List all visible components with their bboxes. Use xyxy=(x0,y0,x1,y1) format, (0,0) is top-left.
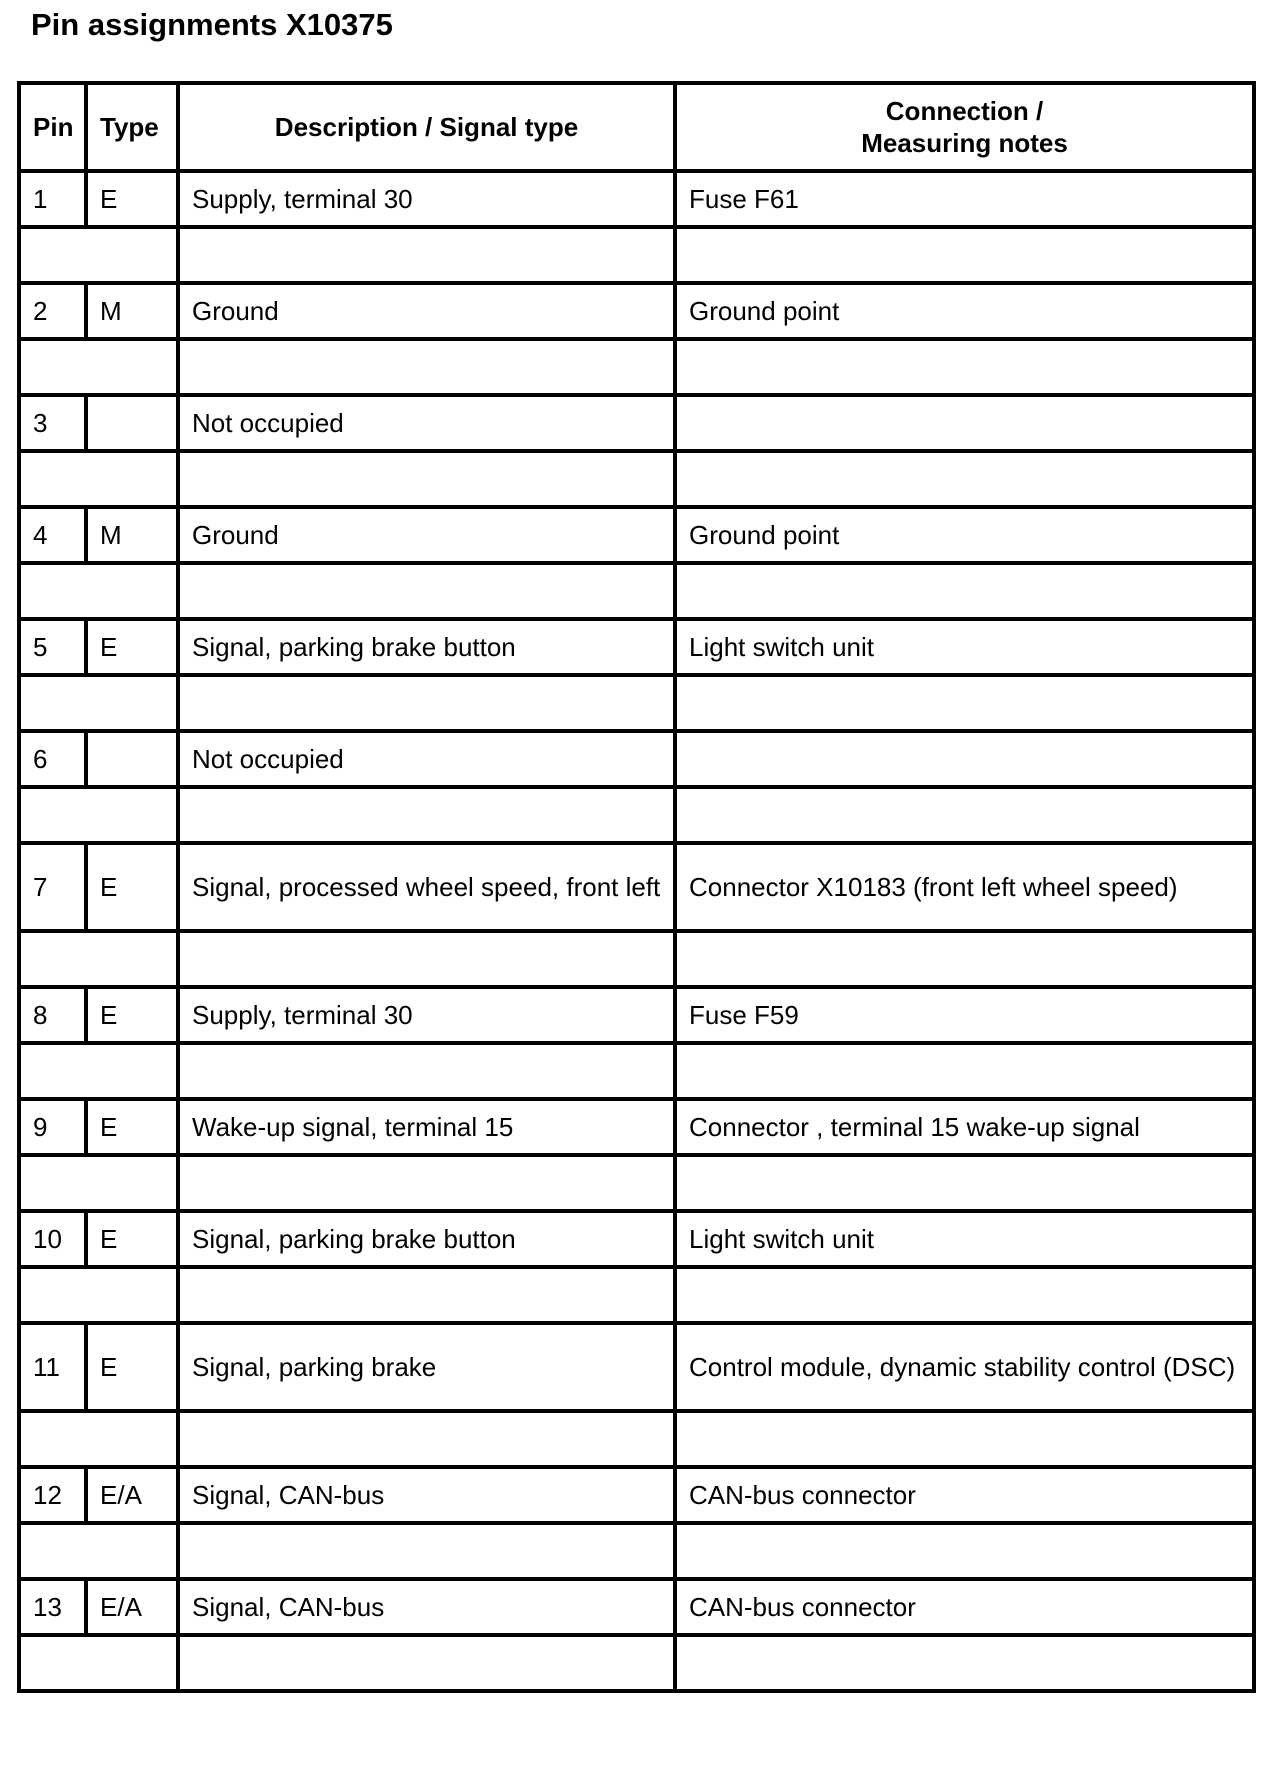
cell-type: M xyxy=(86,507,178,563)
table-row xyxy=(19,1099,1254,1155)
cell-description: Signal, CAN-bus xyxy=(178,1579,675,1635)
table-row xyxy=(19,619,1254,675)
table-row xyxy=(19,171,1254,227)
cell-connection: Light switch unit xyxy=(675,619,1254,675)
cell-connection: CAN-bus connector xyxy=(675,1579,1254,1635)
cell-description: Signal, CAN-bus xyxy=(178,1467,675,1523)
cell-pin: 1 xyxy=(19,171,86,227)
cell-pin: 2 xyxy=(19,283,86,339)
spacer-row xyxy=(19,1411,1254,1467)
cell-connection xyxy=(675,731,1254,787)
cell-type: E xyxy=(86,987,178,1043)
page-title: Pin assignments X10375 xyxy=(31,7,393,42)
header-pin: Pin xyxy=(19,83,86,171)
cell-pin: 8 xyxy=(19,987,86,1043)
header-type: Type xyxy=(86,83,178,171)
pin-assignment-table xyxy=(17,81,1256,1693)
cell-type: E xyxy=(86,171,178,227)
cell-description: Signal, processed wheel speed, front left xyxy=(178,843,675,931)
cell-connection: Ground point xyxy=(675,507,1254,563)
table-header-row xyxy=(19,83,1254,171)
header-connection-line1: Connection / xyxy=(885,96,1044,126)
cell-connection: Connector , terminal 15 wake-up signal xyxy=(675,1099,1254,1155)
table-row xyxy=(19,507,1254,563)
cell-description: Supply, terminal 30 xyxy=(178,987,675,1043)
cell-type: E xyxy=(86,619,178,675)
cell-type: E xyxy=(86,843,178,931)
cell-connection: Fuse F61 xyxy=(675,171,1254,227)
spacer-row xyxy=(19,1043,1254,1099)
cell-description: Ground xyxy=(178,283,675,339)
cell-connection: Control module, dynamic stability control (DSC) xyxy=(675,1323,1254,1411)
cell-connection: Connector X10183 (front left wheel speed) xyxy=(675,843,1254,931)
table-row xyxy=(19,1323,1254,1411)
table-row xyxy=(19,1467,1254,1523)
spacer-row xyxy=(19,931,1254,987)
cell-pin: 10 xyxy=(19,1211,86,1267)
cell-type: E/A xyxy=(86,1467,178,1523)
table-row xyxy=(19,731,1254,787)
cell-pin: 9 xyxy=(19,1099,86,1155)
cell-description: Wake-up signal, terminal 15 xyxy=(178,1099,675,1155)
header-connection-line2: Measuring notes xyxy=(861,128,1068,158)
spacer-row xyxy=(19,1635,1254,1691)
header-connection xyxy=(675,83,1254,171)
table-row xyxy=(19,283,1254,339)
header-description: Description / Signal type xyxy=(178,83,675,171)
cell-pin: 12 xyxy=(19,1467,86,1523)
spacer-row xyxy=(19,1155,1254,1211)
table-row xyxy=(19,1579,1254,1635)
cell-type: M xyxy=(86,283,178,339)
spacer-row xyxy=(19,451,1254,507)
cell-pin: 11 xyxy=(19,1323,86,1411)
spacer-row xyxy=(19,675,1254,731)
cell-connection: Light switch unit xyxy=(675,1211,1254,1267)
spacer-row xyxy=(19,787,1254,843)
spacer-row xyxy=(19,339,1254,395)
cell-type: E/A xyxy=(86,1579,178,1635)
cell-type: E xyxy=(86,1099,178,1155)
cell-connection: CAN-bus connector xyxy=(675,1467,1254,1523)
table-row xyxy=(19,395,1254,451)
cell-description: Signal, parking brake button xyxy=(178,619,675,675)
spacer-row xyxy=(19,563,1254,619)
cell-type: E xyxy=(86,1323,178,1411)
cell-pin: 7 xyxy=(19,843,86,931)
cell-pin: 3 xyxy=(19,395,86,451)
table-row xyxy=(19,843,1254,931)
spacer-row xyxy=(19,1267,1254,1323)
cell-description: Ground xyxy=(178,507,675,563)
cell-connection: Fuse F59 xyxy=(675,987,1254,1043)
spacer-row xyxy=(19,1523,1254,1579)
cell-connection xyxy=(675,395,1254,451)
spacer-row xyxy=(19,227,1254,283)
cell-description: Not occupied xyxy=(178,395,675,451)
cell-connection: Ground point xyxy=(675,283,1254,339)
cell-description: Not occupied xyxy=(178,731,675,787)
cell-pin: 5 xyxy=(19,619,86,675)
table-row xyxy=(19,987,1254,1043)
cell-type xyxy=(86,731,178,787)
cell-pin: 4 xyxy=(19,507,86,563)
cell-type: E xyxy=(86,1211,178,1267)
cell-type xyxy=(86,395,178,451)
cell-description: Signal, parking brake xyxy=(178,1323,675,1411)
cell-description: Signal, parking brake button xyxy=(178,1211,675,1267)
cell-pin: 13 xyxy=(19,1579,86,1635)
table-row xyxy=(19,1211,1254,1267)
cell-description: Supply, terminal 30 xyxy=(178,171,675,227)
cell-pin: 6 xyxy=(19,731,86,787)
